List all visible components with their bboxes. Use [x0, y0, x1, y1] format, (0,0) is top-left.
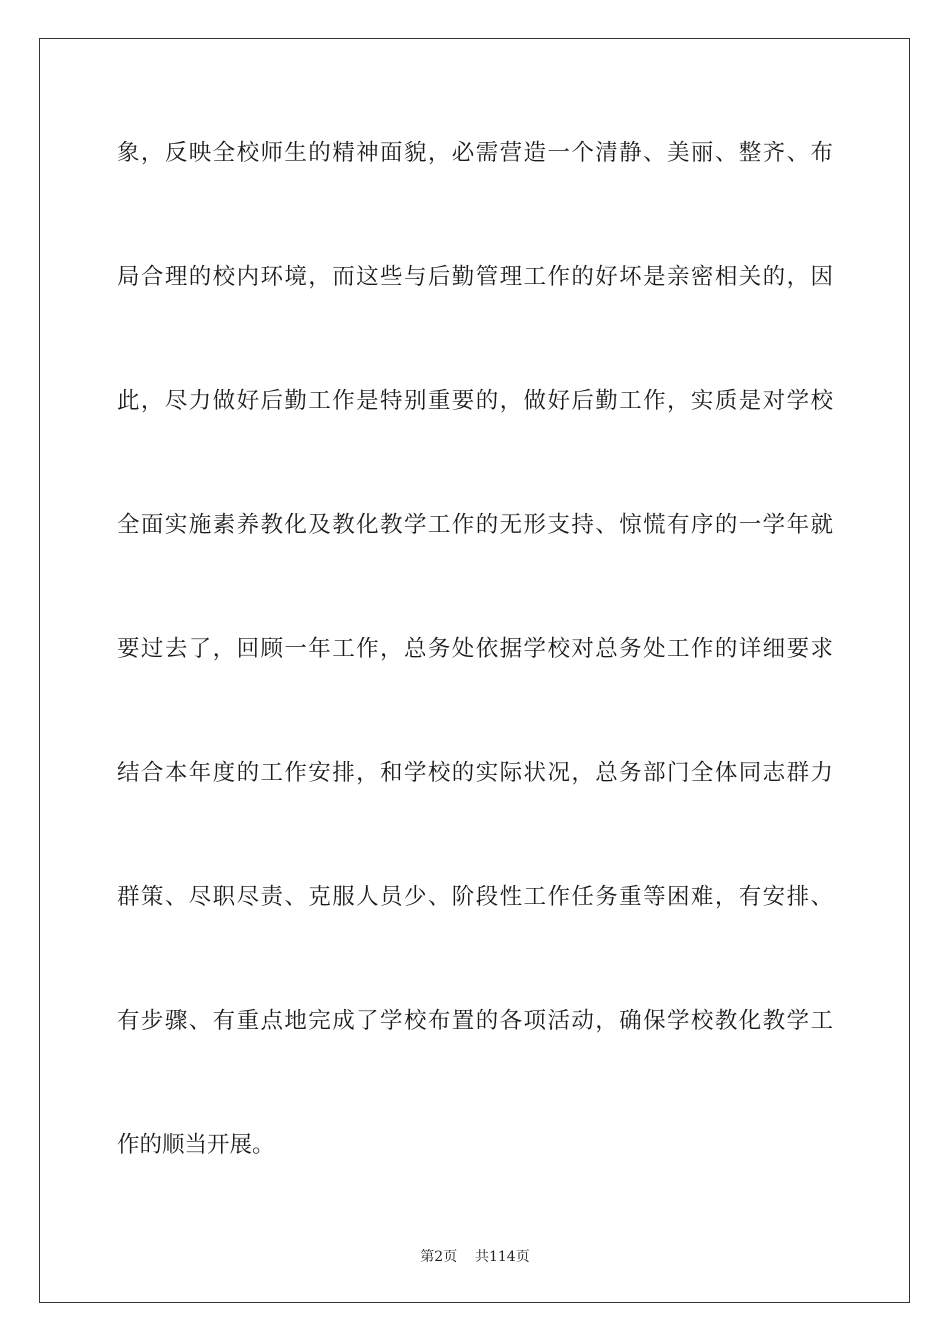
page-number: 第2页 共114页	[420, 1249, 530, 1265]
text-line: 作的顺当开展。	[117, 1132, 275, 1158]
text-line: 结合本年度的工作安排，和学校的实际状况，总务部门全体同志群力	[117, 760, 833, 786]
text-line: 要过去了，回顾一年工作，总务处依据学校对总务处工作的详细要求	[117, 636, 833, 662]
text-line: 象，反映全校师生的精神面貌，必需营造一个清静、美丽、整齐、布	[117, 140, 833, 166]
text-line: 此，尽力做好后勤工作是特别重要的，做好后勤工作，实质是对学校	[117, 388, 833, 414]
text-line: 全面实施素养教化及教化教学工作的无形支持、惊慌有序的一学年就	[117, 512, 833, 538]
text-line: 群策、尽职尽责、克服人员少、阶段性工作任务重等困难，有安排、	[117, 884, 833, 910]
text-line: 有步骤、有重点地完成了学校布置的各项活动，确保学校教化教学工	[117, 1008, 833, 1034]
document-body	[117, 131, 833, 1247]
text-line: 局合理的校内环境，而这些与后勤管理工作的好坏是亲密相关的，因	[117, 264, 833, 290]
